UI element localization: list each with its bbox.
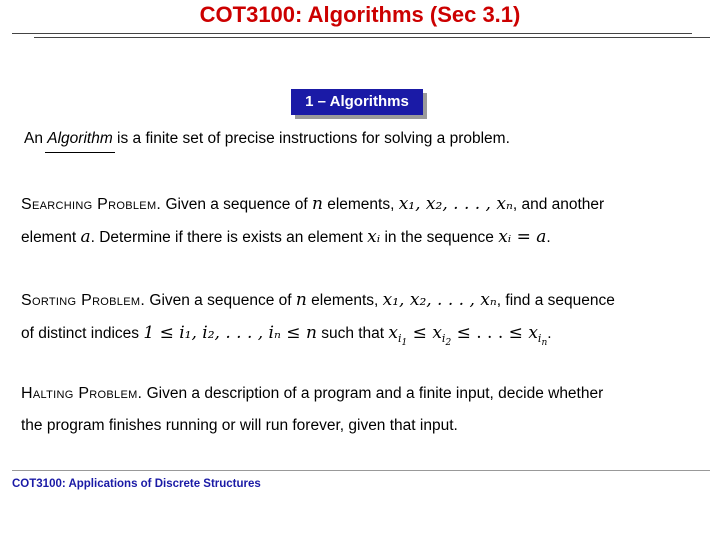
searching-sequence: x₁, x₂, . . . , xₙ (398, 194, 513, 214)
algorithm-definition (24, 123, 510, 155)
searching-text-4: element (21, 229, 81, 246)
sorting-inequality: $x_{i_1} \le x_{i_2}$ ≤ . . . ≤ $x_{i_n}$ (388, 323, 548, 349)
slide-title: COT3100: Algorithms (Sec 3.1) (199, 2, 521, 27)
sorting-heading: Sorting Problem. (21, 292, 146, 309)
searching-text-3: , and another (512, 196, 605, 213)
searching-equation: xᵢ = a (498, 227, 547, 247)
sorting-text-6: . (547, 325, 552, 342)
footer-divider (12, 470, 710, 471)
searching-text-6: in the sequence (380, 229, 499, 246)
sorting-text-2: elements, (306, 292, 383, 309)
term-underline (45, 152, 114, 153)
title-divider-top (12, 33, 692, 34)
halting-text-1: Given a description of a program and a finite input, decide whether (142, 385, 604, 402)
searching-xi: xᵢ (367, 227, 381, 247)
halting-heading: Halting Problem. (21, 385, 143, 402)
definition-prefix: An (24, 130, 48, 147)
halting-text-2: the program finishes running or will run forever, given that input. (21, 417, 458, 434)
section-badge: 1 – Algorithms (291, 89, 423, 115)
searching-line-2 (21, 221, 604, 254)
sorting-text-4: of distinct indices (21, 325, 144, 342)
searching-heading: Searching Problem. (21, 196, 162, 213)
sorting-line-1 (21, 284, 615, 317)
sorting-text-1: Given a sequence of (145, 292, 296, 309)
searching-n: n (311, 194, 323, 214)
sorting-line-2 (21, 317, 615, 360)
halting-problem (21, 378, 603, 442)
sorting-text-5: such that (316, 325, 389, 342)
searching-text-2: elements, (322, 196, 399, 213)
sorting-text-3: , find a sequence (496, 292, 615, 309)
searching-a: a (80, 227, 91, 247)
halting-line-2 (21, 410, 603, 442)
definition-suffix: is a finite set of precise instructions for solving a problem. (112, 130, 510, 147)
searching-text-7: . (546, 229, 551, 246)
sorting-problem (21, 284, 615, 360)
sorting-index-condition: 1 ≤ i₁, i₂, . . . , iₙ ≤ n (143, 323, 317, 343)
searching-problem (21, 188, 604, 254)
definition-term-wrap (47, 123, 112, 155)
searching-text-5: . Determine if there is exists an element (90, 229, 368, 246)
searching-text-1: Given a sequence of (161, 196, 312, 213)
sorting-n: n (295, 290, 307, 310)
halting-line-1 (21, 378, 603, 410)
footer-course-title: COT3100: Applications of Discrete Structures (12, 478, 261, 490)
title-divider-bottom (34, 37, 710, 38)
searching-line-1 (21, 188, 604, 221)
sorting-sequence: x₁, x₂, . . . , xₙ (382, 290, 497, 310)
definition-term: Algorithm (47, 130, 113, 147)
